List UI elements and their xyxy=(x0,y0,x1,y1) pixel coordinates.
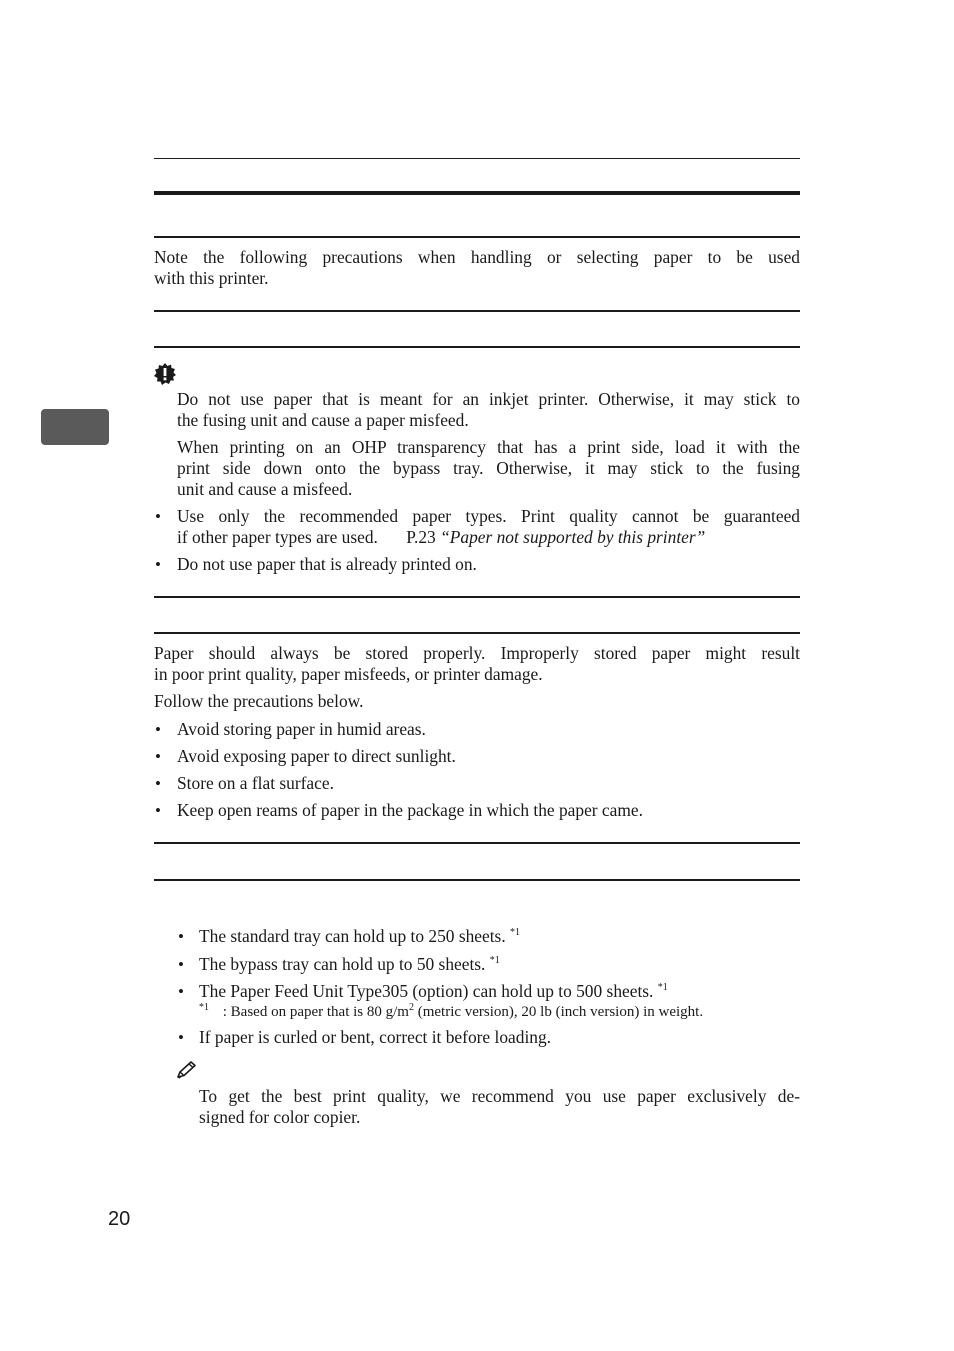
storage-line-2: in poor print quality, paper misfeeds, or printer damage. xyxy=(154,664,543,684)
important-item-2-line-2: print side down onto the bypass tray. Otherwise, it may stick to the fusing xyxy=(177,458,800,478)
footnote-text-b: (metric version), 20 lb (inch version) in weight. xyxy=(413,1004,704,1020)
section-rule-3b xyxy=(154,632,800,634)
storage-line-3: Follow the precautions below. xyxy=(154,691,364,711)
footnote-ref: *1 xyxy=(657,982,668,994)
storage-bullet-3: Store on a flat surface. xyxy=(177,773,334,793)
header-thin-rule xyxy=(154,158,800,159)
section-rule-3a xyxy=(154,596,800,598)
footnote xyxy=(199,1002,703,1022)
bullet-mark: • xyxy=(178,1028,184,1047)
important-item-1-line-2: the fusing unit and cause a paper misfeed. xyxy=(177,410,469,430)
bullet-mark: • xyxy=(178,955,184,974)
bullet-a1-line-2-text: if other paper types are used. xyxy=(177,527,378,547)
section-rule-2a xyxy=(154,310,800,312)
capacity-bullet-2-text: The bypass tray can hold up to 50 sheets. xyxy=(199,954,486,974)
header-thick-rule xyxy=(154,191,800,195)
bullet-mark: • xyxy=(178,982,184,1001)
chapter-tab xyxy=(41,409,109,445)
bullet-mark: • xyxy=(155,507,161,526)
pencil-note-icon xyxy=(176,1060,198,1080)
bullet-mark: • xyxy=(155,747,161,766)
bullet-mark: • xyxy=(155,555,161,574)
bullet-mark: • xyxy=(155,720,161,739)
section-rule-4a xyxy=(154,842,800,844)
bullet-mark: • xyxy=(178,927,184,946)
intro-line-2: with this printer. xyxy=(154,268,269,288)
capacity-bullet-3-text: The Paper Feed Unit Type305 (option) can hold up to 500 sheets. xyxy=(199,981,654,1001)
footnote-ref: *1 xyxy=(510,927,521,939)
important-item-2-line-3: unit and cause a misfeed. xyxy=(177,479,353,499)
bullet-a1-line-2 xyxy=(177,527,705,548)
section-rule-4b xyxy=(154,879,800,881)
important-item-2-line-1: When printing on an OHP transparency that has a print side, load it with the xyxy=(177,437,800,457)
important-icon xyxy=(154,363,176,385)
bullet-a2: Do not use paper that is already printed on. xyxy=(177,554,477,574)
page-ref-page: P.23 xyxy=(406,527,436,547)
capacity-bullet-1-text: The standard tray can hold up to 250 sheets. xyxy=(199,926,506,946)
page-ref-title: “Paper not supported by this printer” xyxy=(440,527,706,547)
bullet-mark: • xyxy=(155,774,161,793)
page-number: 20 xyxy=(108,1208,131,1230)
capacity-bullet-2 xyxy=(199,954,500,975)
storage-line-1: Paper should always be stored properly. Improperly stored paper might result xyxy=(154,643,800,663)
capacity-bullet-4: If paper is curled or bent, correct it before loading. xyxy=(199,1027,552,1047)
note-line-2: signed for color copier. xyxy=(199,1107,361,1127)
section-rule-2b xyxy=(154,346,800,348)
footnote-mark: *1 xyxy=(199,1002,209,1013)
storage-bullet-4: Keep open reams of paper in the package in which the paper came. xyxy=(177,800,643,820)
section-rule-1 xyxy=(154,236,800,238)
capacity-bullet-1 xyxy=(199,926,520,947)
storage-bullet-1: Avoid storing paper in humid areas. xyxy=(177,719,426,739)
footnote-ref: *1 xyxy=(489,955,500,967)
intro-line-1: Note the following precautions when handling or selecting paper to be used xyxy=(154,247,800,267)
note-line-1: To get the best print quality, we recommend you use paper exclusively de- xyxy=(199,1086,800,1106)
footnote-text-a: : Based on paper that is 80 g/m xyxy=(222,1004,409,1020)
important-item-1-line-1: Do not use paper that is meant for an inkjet printer. Otherwise, it may stick to xyxy=(177,389,800,409)
page-ref-link[interactable] xyxy=(406,527,705,547)
bullet-mark: • xyxy=(155,801,161,820)
storage-bullet-2: Avoid exposing paper to direct sunlight. xyxy=(177,746,456,766)
footnote-superscript: 2 xyxy=(408,1002,414,1013)
capacity-bullet-3 xyxy=(199,981,668,1002)
bullet-a1-line-1: Use only the recommended paper types. Print quality cannot be guaranteed xyxy=(177,506,800,526)
